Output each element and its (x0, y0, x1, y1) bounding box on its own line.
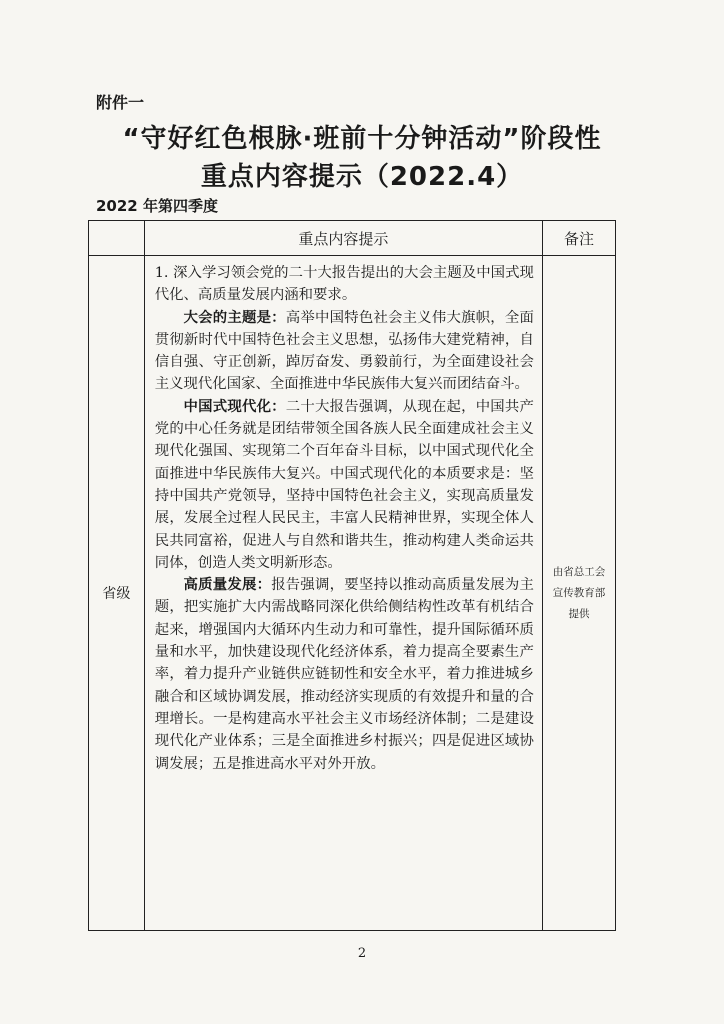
header-level-cell (89, 221, 145, 256)
section-text: 高举中国特色社会主义伟大旗帜，全面贯彻新时代中国特色社会主义思想，弘扬伟大建党精神，自信自强、守正创新，踔厉奋发、勇毅前行，为全面建设社会主义现代化国家、全面推进中华民族伟大复兴而团结奋斗。 (154, 309, 534, 393)
level-cell: 省级 (89, 256, 145, 931)
section-text: 报告强调，要坚持以推动高质量发展为主题，把实施扩大内需战略同深化供给侧结构性改革有机结合起来，增强国内大循环内生动力和可靠性，提升国际循环质量和水平，加快建设现代化经济体系，着力提高全要素生产率，着力提升产业链供应链韧性和安全水平，着力推进城乡融合和区域协调发展，推动经济实现质的有效提升和量的合理增长。一是构建高水平社会主义市场经济体制；二是建设现代化产业体系；三是全面推进乡村振兴；四是促进区域协调发展；五是推进高水平对外开放。 (154, 577, 534, 772)
intro-paragraph: 1. 深入学习领会党的二十大报告提出的大会主题及中国式现代化、高质量发展内涵和要求。 (154, 265, 534, 304)
header-content-cell: 重点内容提示 (144, 221, 542, 256)
section-high-quality-development (155, 574, 534, 775)
section-theme (155, 307, 534, 396)
content-table (88, 220, 616, 931)
page-number: 2 (357, 946, 367, 961)
section-keyword: 大会的主题是： (183, 309, 286, 326)
header-note-cell: 备注 (542, 221, 615, 256)
section-keyword: 中国式现代化： (183, 398, 286, 415)
content-cell (144, 256, 542, 931)
section-text: 二十大报告强调，从现在起，中国共产党的中心任务就是团结带领全国各族人民全面建成社会主义现代化强国、实现第二个百年奋斗目标，以中国式现代化全面推进中华民族伟大复兴。中国式现代化的本质要求是：坚持中国共产党领导，坚持中国特色社会主义，实现高质量发展，发展全过程人民民主，丰富人民精神世界，实现全体人民共同富裕，促进人与自然和谐共生，推动构建人类命运共同体，创造人类文明新形态。 (154, 398, 534, 571)
attachment-label: 附件一 (96, 93, 145, 112)
section-modernization (155, 396, 534, 574)
table-row (89, 256, 616, 931)
season-label: 2022 年第四季度 (96, 197, 218, 215)
note-cell: 由省总工会宣传教育部提供 (542, 256, 615, 931)
section-keyword: 高质量发展： (183, 577, 272, 594)
table-header-row (89, 221, 616, 256)
document-title-line2: 重点内容提示（2022.4） (200, 162, 524, 192)
document-title-line1: “守好红色根脉·班前十分钟活动”阶段性 (122, 124, 602, 154)
